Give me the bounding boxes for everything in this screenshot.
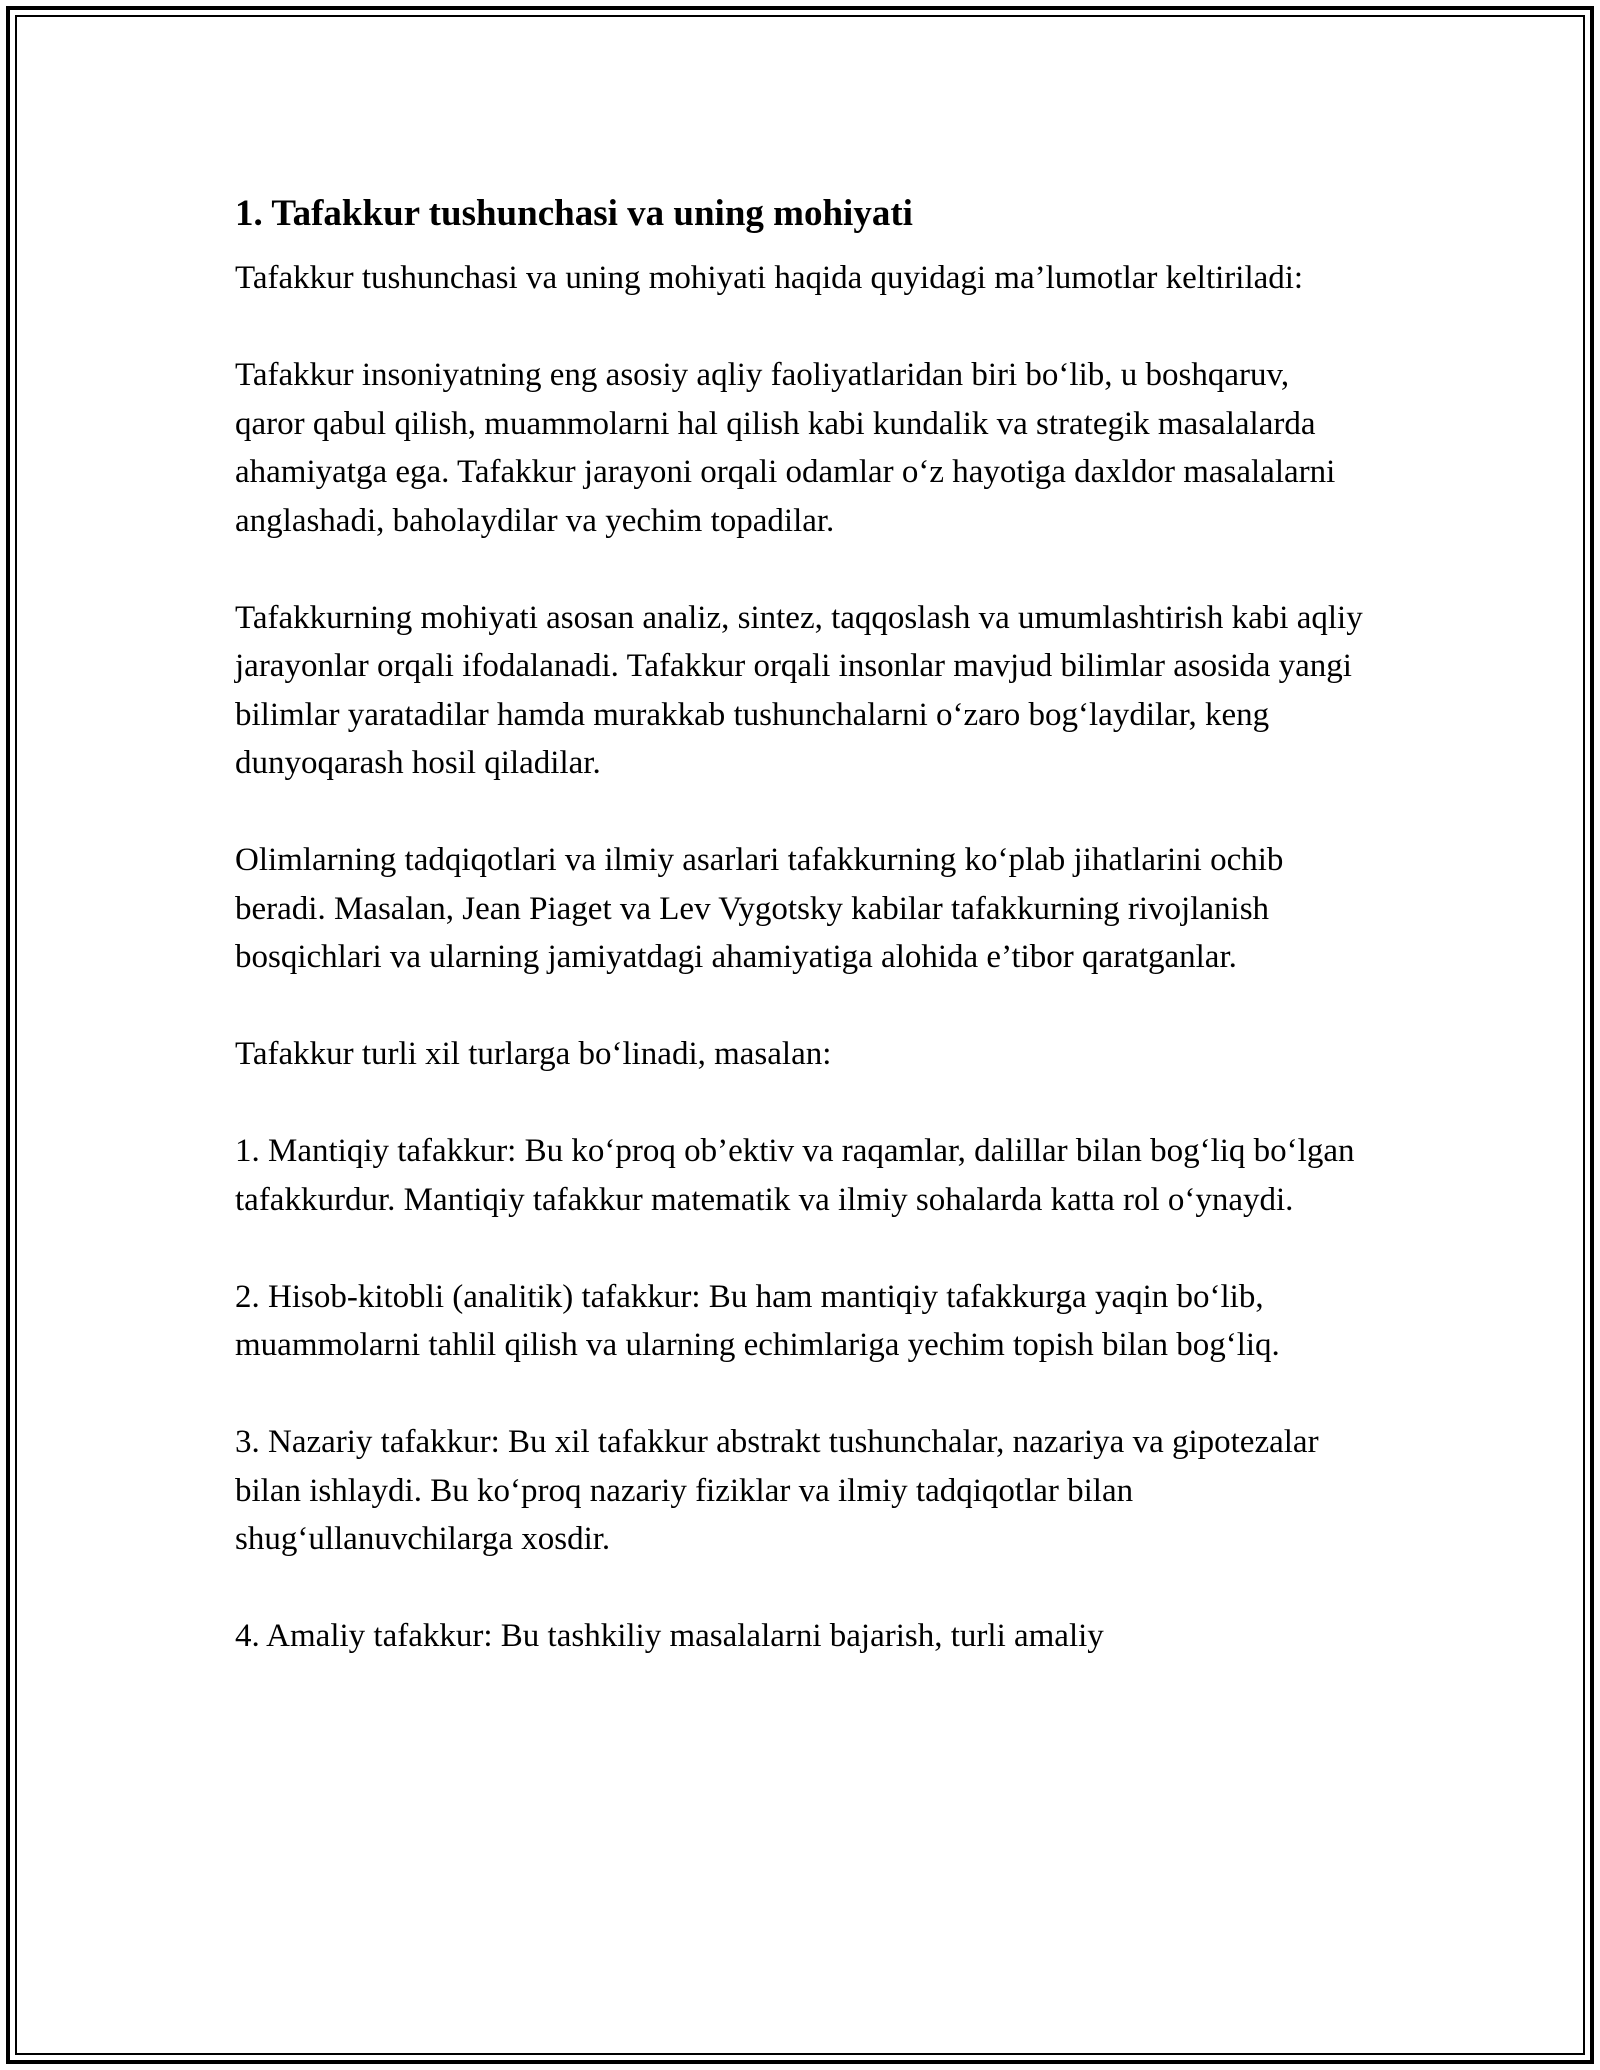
list-item-logical-thinking: 1. Mantiqiy tafakkur: Bu ko‘proq ob’ektiv va raqamlar, dalillar bilan bog‘liq bo‘lgan tafakkurdur. Mantiqiy tafakkur matematik va ilmiy sohalarda katta rol o‘ynaydi. — [235, 1133, 1355, 1218]
list-item-practical-thinking: 4. Amaliy tafakkur: Bu tashkiliy masalalarni bajarish, turli amaliy — [235, 1618, 1104, 1654]
list-item-theoretical-thinking: 3. Nazariy tafakkur: Bu xil tafakkur abstrakt tushunchalar, nazariya va gipotezalar bilan ishlaydi. Bu ko‘proq nazariy fiziklar va ilmiy tadqiqotlar bilan shug‘ullanuvchilarga xosdir. — [235, 1424, 1319, 1557]
paragraph-intro: Tafakkur tushunchasi va uning mohiyati haqida quyidagi ma’lumotlar keltiriladi: — [235, 260, 1304, 296]
list-item-analytical-thinking: 2. Hisob-kitobli (analitik) tafakkur: Bu ham mantiqiy tafakkurga yaqin bo‘lib, muammolarni tahlil qilish va ularning echimlariga yechim topish bilan bog‘liq. — [235, 1278, 1280, 1363]
paragraph-types-intro: Tafakkur turli xil turlarga bo‘linadi, masalan: — [235, 1036, 832, 1072]
paragraph-research: Olimlarning tadqiqotlari va ilmiy asarlari tafakkurning ko‘plab jihatlarini ochib beradi. Masalan, Jean Piaget va Lev Vygotsky kabilar tafakkurning rivojlanish bosqichlari va ularning jamiyatdagi ahamiyatiga alohida e’tibor qaratganlar. — [235, 842, 1284, 975]
paragraph-essence: Tafakkurning mohiyati asosan analiz, sintez, taqqoslash va umumlashtirish kabi aqliy jarayonlar orqali ifodalanadi. Tafakkur orqali insonlar mavjud bilimlar asosida yangi bilimlar yaratadilar hamda murakkab tushunchalarni o‘zaro bog‘laydilar, keng dunyoqarash hosil qiladilar. — [235, 599, 1363, 781]
section-heading: 1. Tafakkur tushunchasi va uning mohiyati — [235, 193, 913, 234]
document-body — [235, 188, 1365, 1709]
paragraph-definition: Tafakkur insoniyatning eng asosiy aqliy faoliyatlaridan biri bo‘lib, u boshqaruv, qaror qabul qilish, muammolarni hal qilish kabi kundalik va strategik masalalarda ahamiyatga ega. Tafakkur jarayoni orqali odamlar o‘z hayotiga daxldor masalalarni anglashadi, baholaydilar va yechim topadilar. — [235, 357, 1336, 539]
